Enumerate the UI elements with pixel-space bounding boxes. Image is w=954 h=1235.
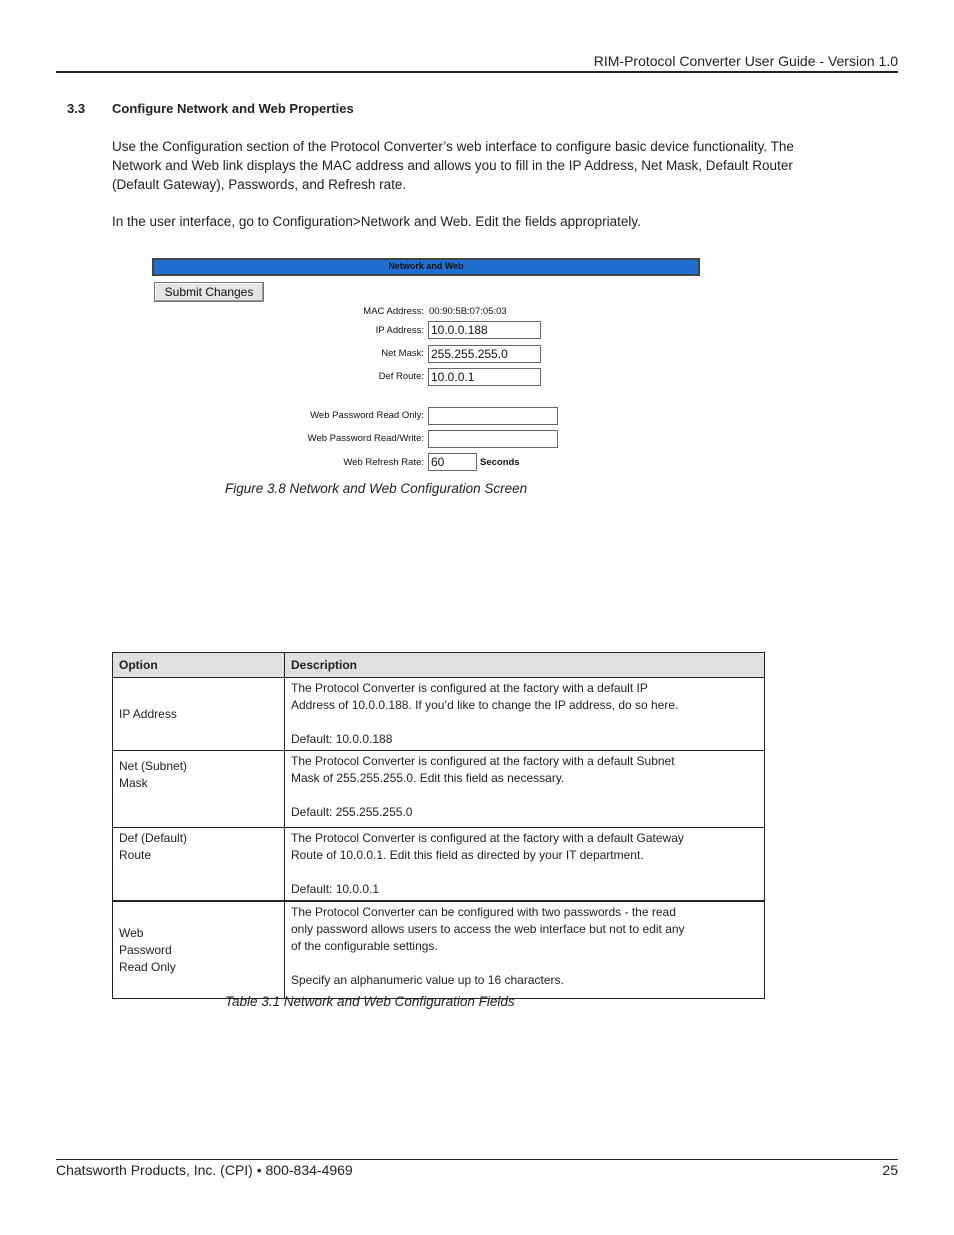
mac-address-label: MAC Address: <box>363 306 424 317</box>
net-mask-input[interactable]: 255.255.255.0 <box>428 345 541 363</box>
instruction-paragraph: In the user interface, go to Configuration>Network and Web. Edit the fields appropriately. <box>112 214 641 229</box>
web-password-ro-label: Web Password Read Only: <box>310 410 424 421</box>
desc-line: Mask of 255.255.255.0. Edit this field as necessary. <box>291 771 565 785</box>
desc-line: Default: 10.0.0.188 <box>291 732 393 746</box>
config-fields-table <box>112 652 765 999</box>
option-line: Def (Default) <box>119 831 188 845</box>
option-cell <box>113 751 285 828</box>
table-row <box>113 751 765 828</box>
section-title: Configure Network and Web Properties <box>112 101 354 116</box>
def-route-input[interactable]: 10.0.0.1 <box>428 368 541 386</box>
net-mask-label: Net Mask: <box>381 348 424 359</box>
figure-caption: Figure 3.8 Network and Web Configuration Screen <box>225 481 528 496</box>
desc-line: The Protocol Converter is configured at the factory with a default IP <box>291 681 648 695</box>
option-column-header: Option <box>113 653 285 678</box>
header-title: RIM-Protocol Converter User Guide - Version 1.0 <box>593 53 898 69</box>
desc-line: only password allows users to access the web interface but not to edit any <box>291 922 685 936</box>
def-route-label: Def Route: <box>378 371 424 382</box>
web-refresh-rate-label: Web Refresh Rate: <box>343 457 424 468</box>
option-cell <box>113 678 285 751</box>
mac-address-value: 00:90:5B:07:05:03 <box>429 306 507 317</box>
desc-spacer <box>291 714 758 731</box>
desc-line: of the configurable settings. <box>291 939 438 953</box>
description-cell <box>285 901 765 999</box>
figure-title-bar <box>152 258 700 276</box>
web-password-rw-label: Web Password Read/Write: <box>307 433 424 444</box>
figure-bar-title: Network and Web <box>388 261 464 271</box>
option-line: Net (Subnet) <box>119 759 188 773</box>
option-line: Password <box>119 942 172 957</box>
footer-rule <box>56 1159 898 1160</box>
option-line: Read Only <box>119 959 176 974</box>
table-header-row <box>113 653 765 678</box>
section-number: 3.3 <box>67 101 86 116</box>
intro-paragraph: Use the Configuration section of the Protocol Converter’s web interface to configure basic device functionality. The Network and Web link displays the MAC address and allows you to fill in the IP Address, Net Mask, Default Router (Default Gateway), Passwords, and Refresh rate. <box>112 139 794 192</box>
desc-spacer <box>291 787 758 804</box>
option-line: IP Address <box>119 706 177 721</box>
web-refresh-rate-input[interactable]: 60 <box>428 453 477 471</box>
footer-company: Chatsworth Products, Inc. (CPI) • 800-834-4969 <box>56 1162 353 1178</box>
option-line: Mask <box>119 776 148 790</box>
web-password-ro-input[interactable] <box>428 407 558 425</box>
option-cell <box>113 901 285 999</box>
table-row <box>113 828 765 902</box>
desc-line: Default: 255.255.255.0 <box>291 805 413 819</box>
desc-spacer <box>291 955 758 972</box>
ip-address-label: IP Address: <box>375 325 424 336</box>
desc-line: The Protocol Converter is configured at the factory with a default Gateway <box>291 831 684 845</box>
desc-line: Default: 10.0.0.1 <box>291 882 380 896</box>
option-line: Route <box>119 848 152 862</box>
table-caption: Table 3.1 Network and Web Configuration Fields <box>225 994 515 1009</box>
description-cell <box>285 751 765 828</box>
network-web-config-figure <box>150 256 704 476</box>
submit-changes-button[interactable]: Submit Changes <box>154 282 264 302</box>
table-row <box>113 678 765 751</box>
header-rule <box>56 71 898 73</box>
desc-line: Address of 10.0.0.188. If you’d like to change the IP address, do so here. <box>291 698 679 712</box>
desc-line: The Protocol Converter is configured at the factory with a default Subnet <box>291 754 675 768</box>
table-row <box>113 901 765 999</box>
refresh-unit-label: Seconds <box>480 457 520 468</box>
option-line: Web <box>119 925 144 940</box>
desc-line: The Protocol Converter can be configured with two passwords - the read <box>291 905 676 919</box>
desc-line: Route of 10.0.0.1. Edit this field as directed by your IT department. <box>291 848 644 862</box>
description-column-header: Description <box>285 653 765 678</box>
web-password-rw-input[interactable] <box>428 430 558 448</box>
desc-spacer <box>291 864 758 881</box>
ip-address-input[interactable]: 10.0.0.188 <box>428 321 541 339</box>
page-number: 25 <box>882 1162 898 1178</box>
description-cell <box>285 678 765 751</box>
desc-line: Specify an alphanumeric value up to 16 characters. <box>291 973 564 987</box>
option-cell <box>113 828 285 902</box>
description-cell <box>285 828 765 902</box>
